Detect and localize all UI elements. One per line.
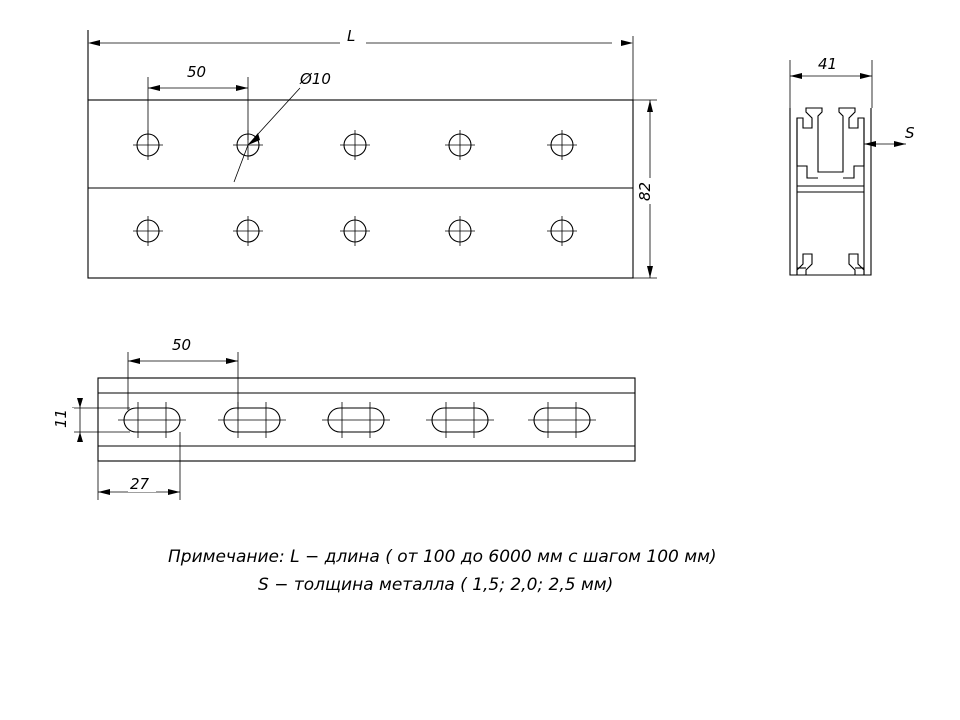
arrow-left (98, 489, 110, 495)
arrow-left (148, 85, 160, 91)
cross-section-view (790, 54, 915, 275)
dimension-height (633, 100, 660, 278)
front-view-outline (88, 100, 633, 278)
slot (426, 402, 494, 438)
arrow-head (248, 133, 260, 145)
dimension-pitch-text: 50 (187, 63, 207, 81)
side-view-outline (98, 378, 635, 461)
section-inner-left-top (797, 118, 818, 178)
section-lower-right-return (849, 254, 864, 275)
arrow-left (790, 73, 802, 79)
hole-row-top (133, 130, 577, 160)
dimension-slot-height-text: 11 (52, 408, 70, 428)
arrow-bottom (647, 266, 653, 278)
hole (233, 216, 263, 246)
arrow-left (88, 40, 100, 46)
section-lower-left-return (797, 254, 812, 275)
dimension-hole-diameter (234, 70, 331, 182)
arrow-left (128, 358, 140, 364)
slot (218, 402, 286, 438)
dimension-slot-pitch (128, 335, 238, 410)
hole (547, 216, 577, 246)
dimension-slot-offset-text: 27 (130, 475, 150, 493)
arrow-right (236, 85, 248, 91)
arrow-left (864, 141, 876, 147)
note-line-2: S − толщина металла ( 1,5; 2,0; 2,5 мм) (258, 575, 614, 595)
dimension-thickness-text: S (905, 124, 915, 142)
arrow-right (621, 40, 633, 46)
dimension-length (88, 27, 633, 46)
slot (322, 402, 390, 438)
hole (133, 130, 163, 160)
dimension-height-text: 82 (636, 181, 654, 201)
dimension-diameter-text: Ø10 (300, 70, 331, 88)
notes-block (168, 547, 717, 595)
slot (528, 402, 596, 438)
hole-row-bottom (133, 216, 577, 246)
hole (133, 216, 163, 246)
arrow-right (860, 73, 872, 79)
hole (340, 130, 370, 160)
side-view (52, 335, 635, 500)
arrow-right (168, 489, 180, 495)
dimension-thickness (864, 124, 915, 147)
dimension-section-width (790, 54, 872, 108)
dimension-length-text: L (347, 27, 356, 45)
dimension-section-width-text: 41 (818, 55, 838, 73)
dimension-hole-pitch (148, 62, 248, 140)
note-line-1: Примечание: L − длина ( от 100 до 6000 мм с шагом 100 мм) (168, 547, 717, 567)
dimension-slot-offset (98, 432, 180, 500)
diameter-leader-tail (234, 145, 248, 182)
arrow-top (77, 398, 83, 408)
section-inner-right-top (843, 118, 864, 178)
hole (340, 216, 370, 246)
hole (233, 130, 263, 160)
dimension-slot-pitch-text: 50 (172, 336, 192, 354)
arrow-right (226, 358, 238, 364)
arrow-top (647, 100, 653, 112)
arrow-bottom (77, 432, 83, 442)
hole (445, 130, 475, 160)
hole (547, 130, 577, 160)
hole (445, 216, 475, 246)
slot-row (118, 402, 596, 438)
front-view (88, 27, 660, 278)
